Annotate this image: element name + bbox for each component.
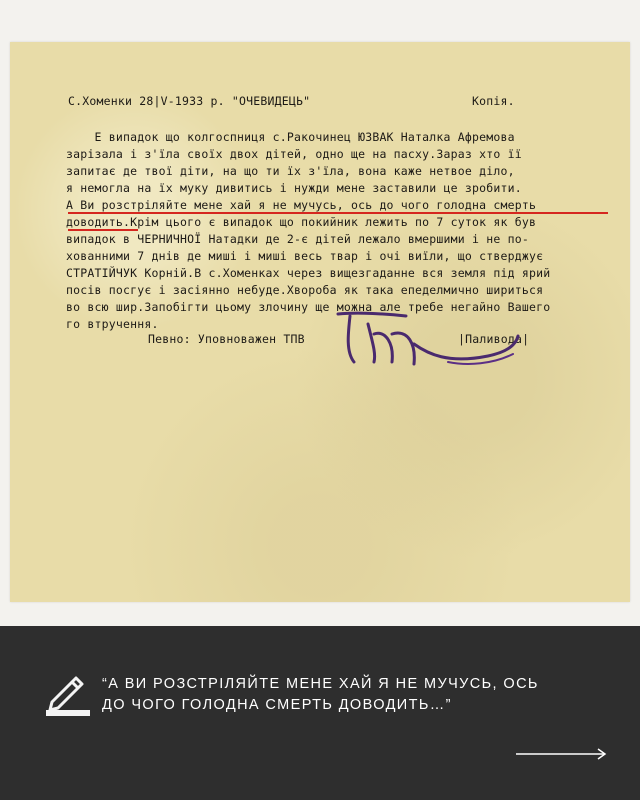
arrow-right-icon[interactable] xyxy=(516,748,608,760)
document-line: во всю шир.Запобігти цьому злочину ще можна але требе негайно Вашего xyxy=(66,300,551,314)
quote-text xyxy=(102,674,572,716)
quote-line-2: ДО ЧОГО ГОЛОДНА СМЕРТЬ ДОВОДИТЬ…” xyxy=(102,697,452,713)
document-line: СТРАТІЙЧУК Корній.В с.Хоменках через вищезгаданне вся земля під ярий xyxy=(66,266,551,280)
pen-icon xyxy=(40,666,94,720)
document-line: я немогла на їх муку дивитись і нужди мене заставили це зробити. xyxy=(66,181,522,195)
caption-panel xyxy=(0,626,640,800)
document-line: запитає де твої діти, на що ти їх з'їла, вона каже нетвое діло, xyxy=(66,164,515,178)
typed-text xyxy=(10,42,630,602)
document-line-highlighted: А Ви розстріляйте мене хай я не мучусь, ось до чого голодна смерть xyxy=(66,198,537,212)
signature-label: Певно: Уповноважен ТПВ xyxy=(148,332,305,346)
document-line: зарізала і з'їла своїх двох дітей, одно ще на пасху.Зараз хто її xyxy=(66,147,522,161)
document-line: випадок в ЧЕРНИЧНОЇ Натадки де 2-є дітей лежало вмершими і не по- xyxy=(66,232,530,246)
document-line: го втручення. xyxy=(66,317,159,331)
quote-line-1: “А ВИ РОЗСТРІЛЯЙТЕ МЕНЕ ХАЙ Я НЕ МУЧУСЬ, ОСЬ xyxy=(102,676,539,692)
document-header-copy-mark: Копія. xyxy=(472,94,515,108)
red-underline-1 xyxy=(68,212,608,214)
document-header-place-date: С.Хоменки 28|V-1933 р. "ОЧЕВИДЕЦЬ" xyxy=(68,94,311,108)
red-underline-2 xyxy=(68,229,138,231)
archival-document xyxy=(10,42,630,602)
document-line: хованними 7 днів де миші і миші весь твар і очі виїли, що стверджує xyxy=(66,249,544,263)
handwritten-signature xyxy=(328,304,528,374)
document-line: Е випадок що колгоспниця с.Ракочинец ЮЗВАК Наталка Афремова xyxy=(66,130,515,144)
document-line: посів посгує і засіянно небуде.Хвороба як така епеделмично шириться xyxy=(66,283,544,297)
document-line-highlighted: доводить.Крім цього є випадок що покийник лежить по 7 суток як був xyxy=(66,215,537,229)
signatory-name: |Паливода| xyxy=(458,332,530,346)
